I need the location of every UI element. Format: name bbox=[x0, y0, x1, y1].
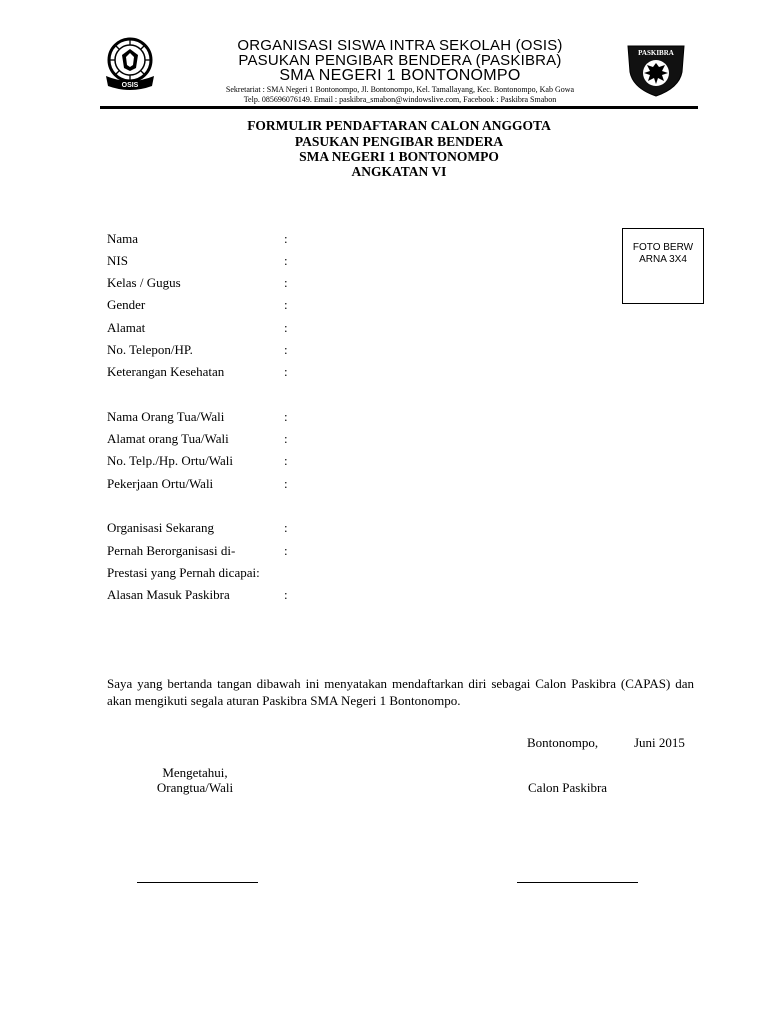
field-label-nama: Nama bbox=[107, 231, 139, 246]
field-colon: : bbox=[284, 275, 288, 290]
field-colon: : bbox=[284, 253, 288, 268]
form-title-line4: ANGKATAN VI bbox=[351, 164, 447, 179]
field-colon: : bbox=[284, 297, 288, 312]
field-label-prestasi: Prestasi yang Pernah dicapai: bbox=[107, 565, 260, 580]
signature-line-candidate bbox=[517, 882, 638, 883]
paskibra-logo-text: PASKIBRA bbox=[638, 49, 674, 57]
field-colon: : bbox=[284, 543, 288, 558]
field-colon: : bbox=[284, 409, 288, 424]
letterhead-unit: PASUKAN PENGIBAR BENDERA (PASKIBRA) bbox=[238, 52, 562, 69]
field-label-kelas: Kelas / Gugus bbox=[107, 275, 181, 290]
field-label-pernah-berorganisasi: Pernah Berorganisasi di- bbox=[107, 543, 236, 558]
field-label-nama-ortu: Nama Orang Tua/Wali bbox=[107, 409, 225, 424]
letterhead-contact: Telp. 085696076149. Email : paskibra_smabon@windowslive.com, Facebook : Paskibra Smabon bbox=[243, 95, 557, 104]
field-colon: : bbox=[284, 476, 288, 491]
letterhead-school: SMA NEGERI 1 BONTONOMPO bbox=[279, 67, 521, 84]
field-label-pekerjaan-ortu: Pekerjaan Ortu/Wali bbox=[107, 476, 214, 491]
signature-left-heading: Mengetahui, bbox=[162, 765, 228, 780]
letterhead-rule bbox=[100, 106, 698, 109]
signature-right-label: Calon Paskibra bbox=[528, 780, 608, 795]
field-label-alamat: Alamat bbox=[107, 320, 146, 335]
field-label-kesehatan: Keterangan Kesehatan bbox=[107, 364, 225, 379]
field-label-nis: NIS bbox=[107, 253, 128, 268]
osis-logo bbox=[100, 36, 160, 92]
field-colon: : bbox=[284, 342, 288, 357]
form-title-line3: SMA NEGERI 1 BONTONOMPO bbox=[299, 149, 499, 164]
letterhead-address: Sekretariat : SMA Negeri 1 Bontonompo, Jl. Bontonompo, Kel. Tamallayang, Kec. Bontonompo, Kab Gowa bbox=[225, 85, 575, 94]
signature-place: Bontonompo, bbox=[527, 735, 599, 750]
field-colon: : bbox=[284, 231, 288, 246]
field-colon: : bbox=[284, 587, 288, 602]
field-label-telepon: No. Telepon/HP. bbox=[107, 342, 193, 357]
form-title-line1: FORMULIR PENDAFTARAN CALON ANGGOTA bbox=[247, 118, 551, 133]
signature-left-label: Orangtua/Wali bbox=[156, 780, 234, 795]
field-colon: : bbox=[284, 453, 288, 468]
field-label-alamat-ortu: Alamat orang Tua/Wali bbox=[107, 431, 229, 446]
field-label-telp-ortu: No. Telp./Hp. Ortu/Wali bbox=[107, 453, 233, 468]
field-colon: : bbox=[284, 320, 288, 335]
field-colon: : bbox=[284, 520, 288, 535]
signature-date: Juni 2015 bbox=[634, 735, 685, 750]
declaration-statement: Saya yang bertanda tangan dibawah ini menyatakan mendaftarkan diri sebagai Calon Paskibra (CAPAS) dan akan mengikuti segala aturan Paskibra SMA Negeri 1 Bontonompo. bbox=[107, 676, 694, 708]
field-label-alasan: Alasan Masuk Paskibra bbox=[107, 587, 230, 602]
field-label-organisasi: Organisasi Sekarang bbox=[107, 520, 214, 535]
photo-box bbox=[622, 228, 704, 304]
signature-line-parent bbox=[137, 882, 258, 883]
paskibra-logo bbox=[624, 40, 688, 98]
field-colon: : bbox=[284, 364, 288, 379]
field-colon: : bbox=[284, 431, 288, 446]
field-label-gender: Gender bbox=[107, 297, 146, 312]
photo-box-text: FOTO BERWARNA 3X4 bbox=[632, 242, 694, 265]
letterhead-organization: ORGANISASI SISWA INTRA SEKOLAH (OSIS) bbox=[237, 37, 563, 54]
osis-logo-text: OSIS bbox=[121, 82, 139, 89]
form-title-line2: PASUKAN PENGIBAR BENDERA bbox=[294, 134, 504, 149]
